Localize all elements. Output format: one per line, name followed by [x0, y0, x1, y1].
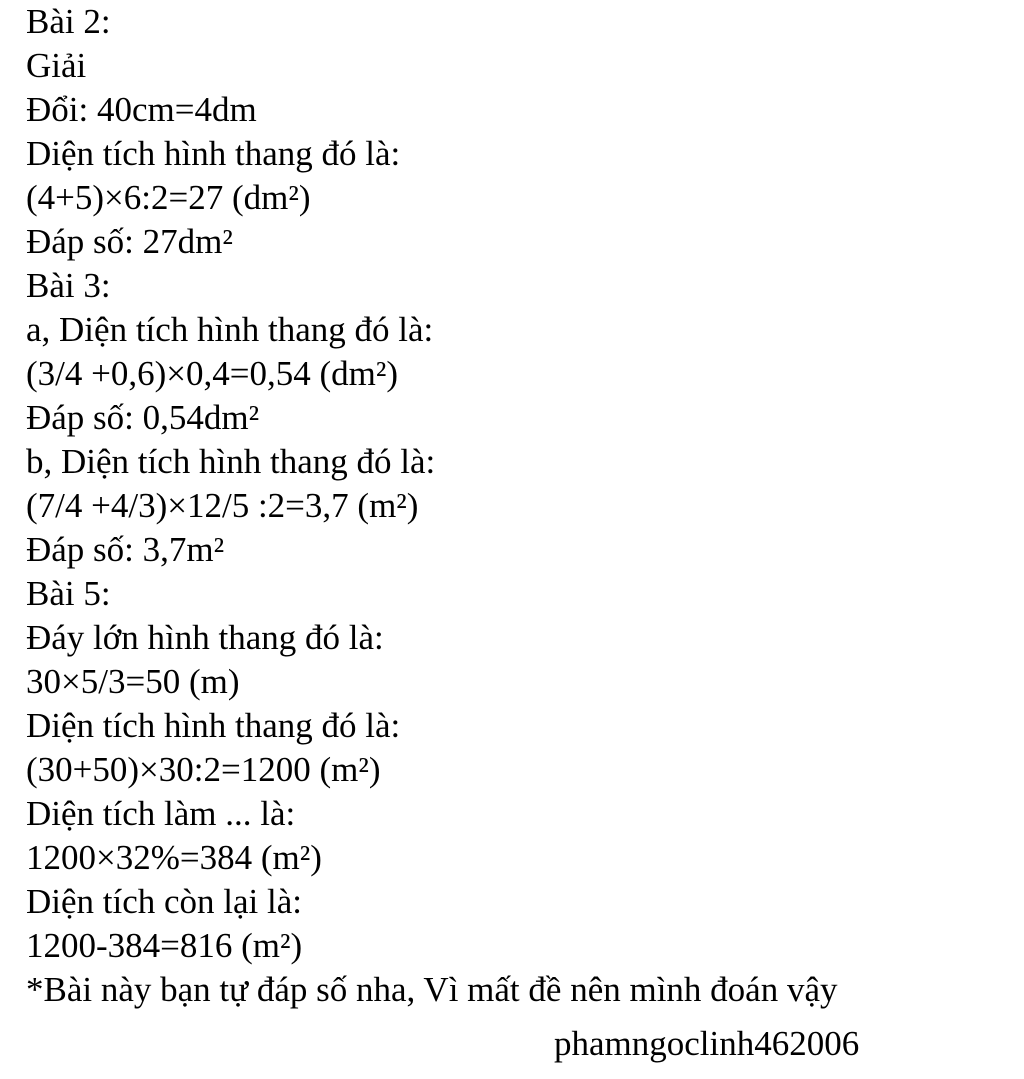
calculation-line: (3/4 +0,6)×0,4=0,54 (dm²) — [26, 354, 399, 393]
solution-document — [26, 0, 1016, 1012]
text-line: a, Diện tích hình thang đó là: — [26, 310, 434, 349]
text-line: Diện tích làm ... là: — [26, 794, 296, 833]
text-line: Diện tích hình thang đó là: — [26, 706, 401, 745]
text-line: b, Diện tích hình thang đó là: — [26, 442, 436, 481]
calculation-line: 30×5/3=50 (m) — [26, 662, 240, 701]
unit-conversion: Đổi: 40cm=4dm — [26, 90, 257, 129]
calculation-line: 1200×32%=384 (m²) — [26, 838, 322, 877]
calculation-line: 1200-384=816 (m²) — [26, 926, 303, 965]
heading-bai-2: Bài 2: — [26, 2, 111, 41]
author-signature: phamngoclinh462006 — [554, 1024, 860, 1063]
text-line: Đáy lớn hình thang đó là: — [26, 618, 384, 657]
heading-bai-5: Bài 5: — [26, 574, 111, 613]
calculation-line: (7/4 +4/3)×12/5 :2=3,7 (m²) — [26, 486, 419, 525]
heading-bai-3: Bài 3: — [26, 266, 111, 305]
calculation-line: (4+5)×6:2=27 (dm²) — [26, 178, 311, 217]
answer-line: Đáp số: 0,54dm² — [26, 398, 260, 437]
solution-label: Giải — [26, 46, 87, 85]
calculation-line: (30+50)×30:2=1200 (m²) — [26, 750, 381, 789]
note-line: *Bài này bạn tự đáp số nha, Vì mất đề nên mình đoán vậy — [26, 970, 838, 1009]
answer-line: Đáp số: 3,7m² — [26, 530, 225, 569]
answer-line: Đáp số: 27dm² — [26, 222, 233, 261]
text-line: Diện tích còn lại là: — [26, 882, 303, 921]
text-line: Diện tích hình thang đó là: — [26, 134, 401, 173]
